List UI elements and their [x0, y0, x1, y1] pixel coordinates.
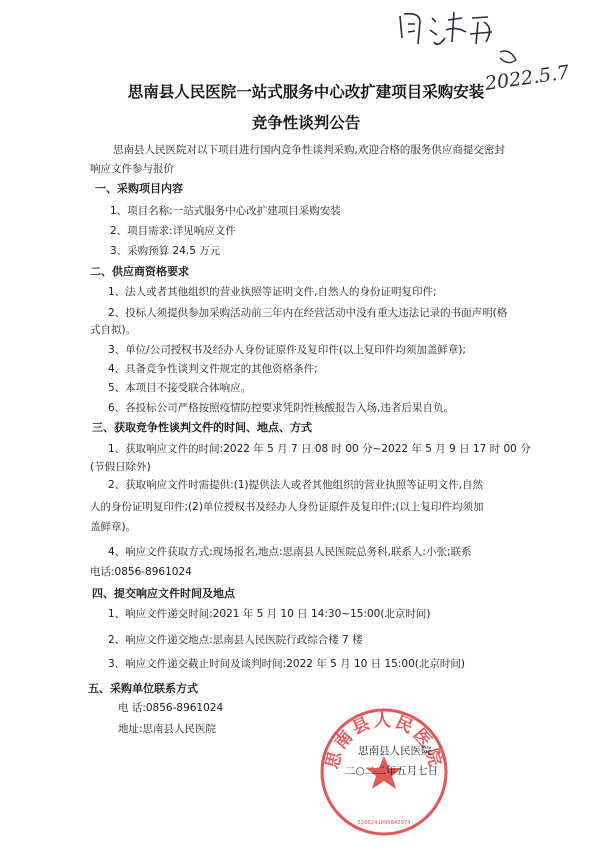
svg-text:5206241095842974: 5206241095842974: [357, 820, 411, 826]
section-2-line: 2、投标人须提供参加采购活动前三年内在经营活动中没有重大违法记录的书面声明(格: [108, 307, 508, 319]
section-4-line: 2、响应文件递交地点:思南县人民医院行政综合楼 7 楼: [108, 634, 363, 646]
section-3-line: 人的身份证明复印件;(2)单位授权书及经办人身份证原件及复印件;(以上复印件均须加: [90, 501, 484, 513]
section-2-line: 5、本项目不接受联合体响应。: [108, 382, 252, 394]
intro-line-2: 响应文件参与报价: [90, 163, 174, 175]
footer-org: 思南县人民医院: [358, 745, 432, 757]
svg-text:2022.5.7: 2022.5.7: [483, 61, 571, 95]
section-4-line: 1、响应文件递交时间:2021 年 5 月 10 日 14:30~15:00(北京时间): [108, 608, 431, 620]
section-4-line: 3、响应文件递交截止时间及谈判时间:2022 年 5 月 10 日 15:00(北京时间): [108, 658, 465, 670]
section-3-line: 4、响应文件获取方式:现场报名,地点:思南县人民医院总务科,联系人:小张;联系: [108, 546, 472, 558]
footer-date: 二○二二年五月七日: [345, 765, 439, 777]
section-1-item: 1、项目名称:一站式服务中心改扩建项目采购安装: [110, 205, 341, 217]
section-3-line: 1、获取响应文件的时间:2022 年 5 月 7 日 08 时 00 分~2022 年 5 月 9 日 17 时 00 分: [108, 443, 531, 455]
intro-line-1: 思南县人民医院对以下项目进行国内竞争性谈判采购,欢迎合格的服务供应商提交密封: [113, 144, 505, 156]
section-1-heading: 一、采购项目内容: [95, 182, 183, 195]
section-3-heading: 三、获取竞争性谈判文件的时间、地点、方式: [92, 421, 312, 434]
section-4-heading: 四、提交响应文件时间及地点: [92, 587, 235, 600]
document-title-line-2: 竞争性谈判公告: [251, 114, 361, 132]
section-1-item: 3、采购预算 24.5 万元: [110, 245, 221, 257]
section-3-line: 电话:0856-8961024: [90, 566, 192, 578]
section-2-line: 式自拟)。: [90, 324, 137, 336]
section-2-line: 4、具备竞争性谈判文件规定的其他资格条件;: [108, 363, 318, 375]
contact-phone: 电 话:0856-8961024: [118, 702, 224, 714]
section-3-line: (节假日除外): [90, 461, 151, 473]
section-2-line: 1、法人或者其他组织的营业执照等证明文件,自然人的身份证明复印件;: [108, 286, 437, 298]
document-title-line-1: 思南县人民医院一站式服务中心改扩建项目采购安装: [127, 83, 485, 101]
section-2-line: 6、各投标公司严格按照疫情防控要求凭阴性核酸报告入场,违者后果自负。: [108, 402, 455, 414]
contact-address: 地址:思南县人民医院: [118, 723, 217, 735]
section-3-line: 盖鲜章)。: [90, 521, 137, 533]
section-2-heading: 二、供应商资格要求: [90, 265, 189, 278]
section-1-item: 2、项目需求:详见响应文件: [110, 225, 236, 237]
section-5-heading: 五、采购单位联系方式: [88, 682, 198, 695]
section-3-line: 2、获取响应文件时需提供:(1)提供法人或者其他组织的营业执照等证明文件,自然: [108, 479, 483, 491]
svg-text:思南县人民医院: 思南县人民医院: [322, 711, 446, 771]
section-2-line: 3、单位/公司授权书及经办人身份证原件及复印件(以上复印件均须加盖鲜章);: [108, 344, 466, 356]
